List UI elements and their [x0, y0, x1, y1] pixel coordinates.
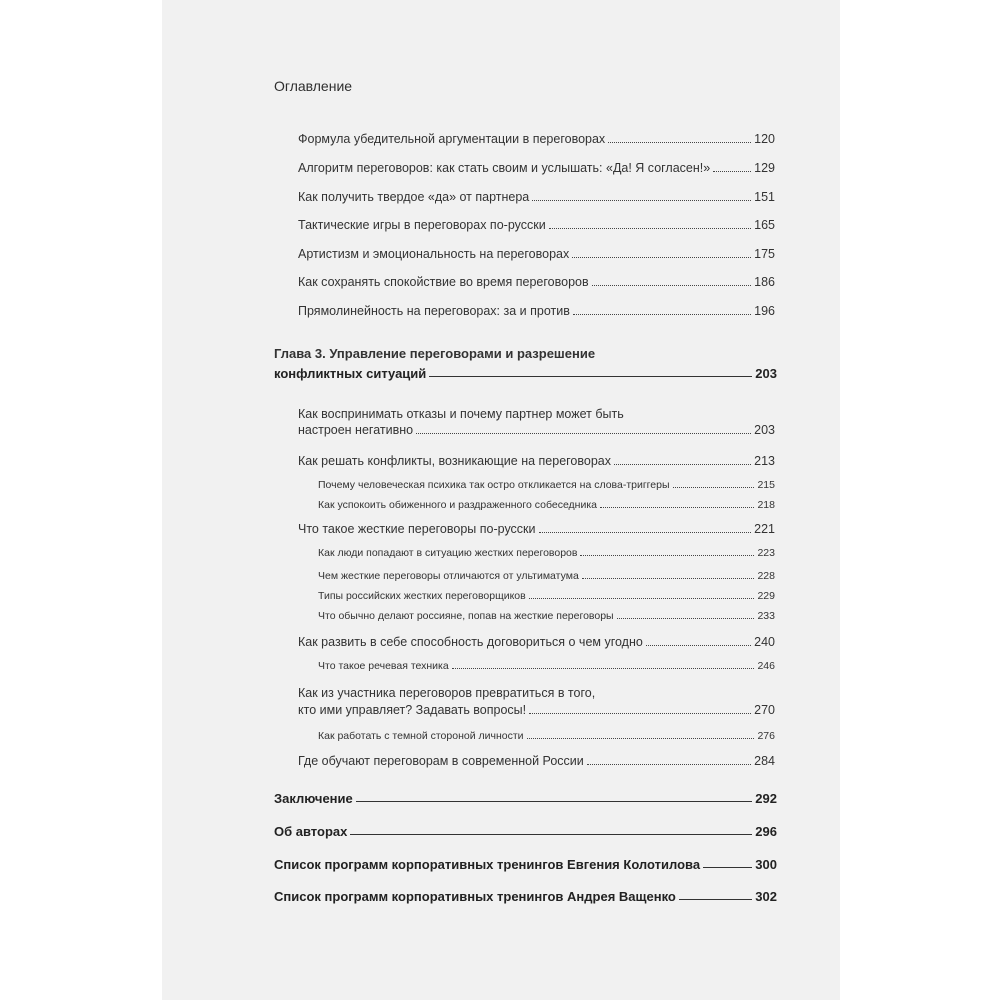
leader-line — [429, 376, 752, 377]
toc-entry-title: Как работать с темной стороной личности — [318, 730, 524, 742]
toc-entry-page: 129 — [754, 161, 775, 175]
toc-entry-title: Типы российских жестких переговорщиков — [318, 590, 526, 602]
toc-entry-page: 165 — [754, 218, 775, 232]
toc-entry[interactable] — [298, 275, 775, 289]
leader-dots — [529, 713, 751, 714]
leader-dots — [572, 257, 751, 258]
leader-dots — [580, 555, 754, 556]
chapter-3-page: 203 — [755, 366, 777, 381]
leader-dots — [673, 487, 755, 488]
toc-entry-page: 229 — [757, 590, 775, 602]
toc-subentry[interactable] — [318, 590, 775, 602]
toc-entry-title: Как люди попадают в ситуацию жестких переговоров — [318, 547, 578, 559]
leader-dots — [582, 578, 755, 579]
toc-entry-title: Список программ корпоративных тренингов Евгения Колотилова — [274, 857, 701, 872]
toc-entry-title: Об авторах — [274, 824, 348, 839]
toc-entry-page: 223 — [757, 547, 775, 559]
toc-entry-title: Чем жесткие переговоры отличаются от ультиматума — [318, 570, 579, 582]
toc-entry-page: 292 — [755, 791, 777, 806]
toc-entry[interactable] — [298, 247, 775, 261]
toc-entry[interactable] — [298, 190, 775, 204]
leader-dots — [573, 314, 751, 315]
leader-dots — [539, 532, 752, 533]
toc-entry-page: 120 — [754, 132, 775, 146]
chapter-3-heading-line2[interactable] — [274, 366, 777, 381]
toc-entry-title: Почему человеческая психика так остро откликается на слова-триггеры — [318, 479, 670, 491]
toc-subentry[interactable] — [318, 570, 775, 582]
toc-entry-title: Артистизм и эмоциональность на переговорах — [298, 247, 570, 261]
toc-entry[interactable] — [298, 635, 775, 649]
leader-dots — [452, 668, 755, 669]
toc-entry-line1[interactable]: Как из участника переговоров превратиться в того, — [298, 686, 596, 700]
toc-entry-title: Список программ корпоративных тренингов Андрея Ващенко — [274, 889, 676, 904]
back-matter-entry[interactable] — [274, 857, 777, 872]
toc-subentry[interactable] — [318, 660, 775, 672]
leader-dots — [549, 228, 751, 229]
back-matter-entry[interactable] — [274, 824, 777, 839]
toc-entry-title: Как успокоить обиженного и раздраженного собеседника — [318, 499, 598, 511]
toc-entry-title: Прямолинейность на переговорах: за и против — [298, 304, 570, 318]
toc-entry-title: Алгоритм переговоров: как стать своим и услышать: «Да! Я согласен!» — [298, 161, 711, 175]
chapter-3-heading[interactable]: Глава 3. Управление переговорами и разрешение — [274, 346, 596, 361]
leader-dots — [529, 598, 755, 599]
back-matter-entry[interactable] — [274, 889, 777, 904]
leader-line — [356, 801, 753, 802]
toc-subentry[interactable] — [318, 547, 775, 559]
leader-dots — [600, 507, 754, 508]
toc-entry[interactable] — [298, 132, 775, 146]
toc-entry[interactable] — [298, 454, 775, 468]
toc-entry-page: 151 — [754, 190, 775, 204]
toc-entry-title: Что такое речевая техника — [318, 660, 449, 672]
leader-dots — [416, 433, 751, 434]
leader-dots — [608, 142, 751, 143]
leader-dots — [587, 764, 751, 765]
toc-entry[interactable] — [298, 754, 775, 768]
toc-entry-title: Как получить твердое «да» от партнера — [298, 190, 530, 204]
toc-entry-title: Тактические игры в переговорах по-русски — [298, 218, 546, 232]
toc-entry-page: 233 — [757, 610, 775, 622]
toc-entry-title: Что обычно делают россияне, попав на жесткие переговоры — [318, 610, 614, 622]
leader-dots — [592, 285, 752, 286]
toc-entry-page: 276 — [757, 730, 775, 742]
toc-entry-page: 240 — [754, 635, 775, 649]
toc-entry[interactable] — [298, 218, 775, 232]
toc-entry-title: Формула убедительной аргументации в переговорах — [298, 132, 606, 146]
toc-entry-page: 300 — [755, 857, 777, 872]
toc-entry[interactable] — [298, 423, 775, 437]
chapter-3-title-cont: конфликтных ситуаций — [274, 366, 427, 381]
leader-dots — [646, 645, 751, 646]
toc-entry-title: Что такое жесткие переговоры по-русски — [298, 522, 536, 536]
toc-entry-page: 213 — [754, 454, 775, 468]
toc-entry-page: 296 — [755, 824, 777, 839]
toc-entry[interactable] — [298, 161, 775, 175]
toc-entry-title: Как решать конфликты, возникающие на переговорах — [298, 454, 611, 468]
toc-entry-line1[interactable]: Как воспринимать отказы и почему партнер может быть — [298, 407, 624, 421]
leader-dots — [617, 618, 755, 619]
page-header: Оглавление — [274, 78, 353, 94]
toc-entry[interactable] — [298, 703, 775, 717]
toc-entry[interactable] — [298, 522, 775, 536]
leader-dots — [713, 171, 751, 172]
leader-dots — [614, 464, 751, 465]
leader-line — [703, 867, 752, 868]
toc-entry-page: 302 — [755, 889, 777, 904]
toc-entry-page: 203 — [754, 423, 775, 437]
toc-subentry[interactable] — [318, 479, 775, 491]
toc-subentry[interactable] — [318, 730, 775, 742]
toc-entry-page: 215 — [757, 479, 775, 491]
toc-entry-title: Как развить в себе способность договориться о чем угодно — [298, 635, 643, 649]
toc-entry-page: 218 — [757, 499, 775, 511]
toc-entry[interactable] — [298, 304, 775, 318]
toc-entry-title: Как сохранять спокойствие во время переговоров — [298, 275, 589, 289]
toc-entry-title: кто ими управляет? Задавать вопросы! — [298, 703, 527, 717]
leader-dots — [532, 200, 751, 201]
toc-entry-page: 196 — [754, 304, 775, 318]
toc-entry-page: 221 — [754, 522, 775, 536]
back-matter-entry[interactable] — [274, 791, 777, 806]
toc-entry-title: Заключение — [274, 791, 353, 806]
leader-dots — [527, 738, 755, 739]
toc-entry-page: 228 — [757, 570, 775, 582]
leader-line — [679, 899, 752, 900]
leader-line — [350, 834, 752, 835]
toc-subentry[interactable] — [318, 610, 775, 622]
toc-entry-page: 284 — [754, 754, 775, 768]
toc-subentry[interactable] — [318, 499, 775, 511]
toc-entry-page: 186 — [754, 275, 775, 289]
toc-entry-page: 246 — [757, 660, 775, 672]
toc-entry-title: Где обучают переговорам в современной России — [298, 754, 584, 768]
toc-entry-title: настроен негативно — [298, 423, 414, 437]
toc-entry-page: 270 — [754, 703, 775, 717]
toc-entry-page: 175 — [754, 247, 775, 261]
